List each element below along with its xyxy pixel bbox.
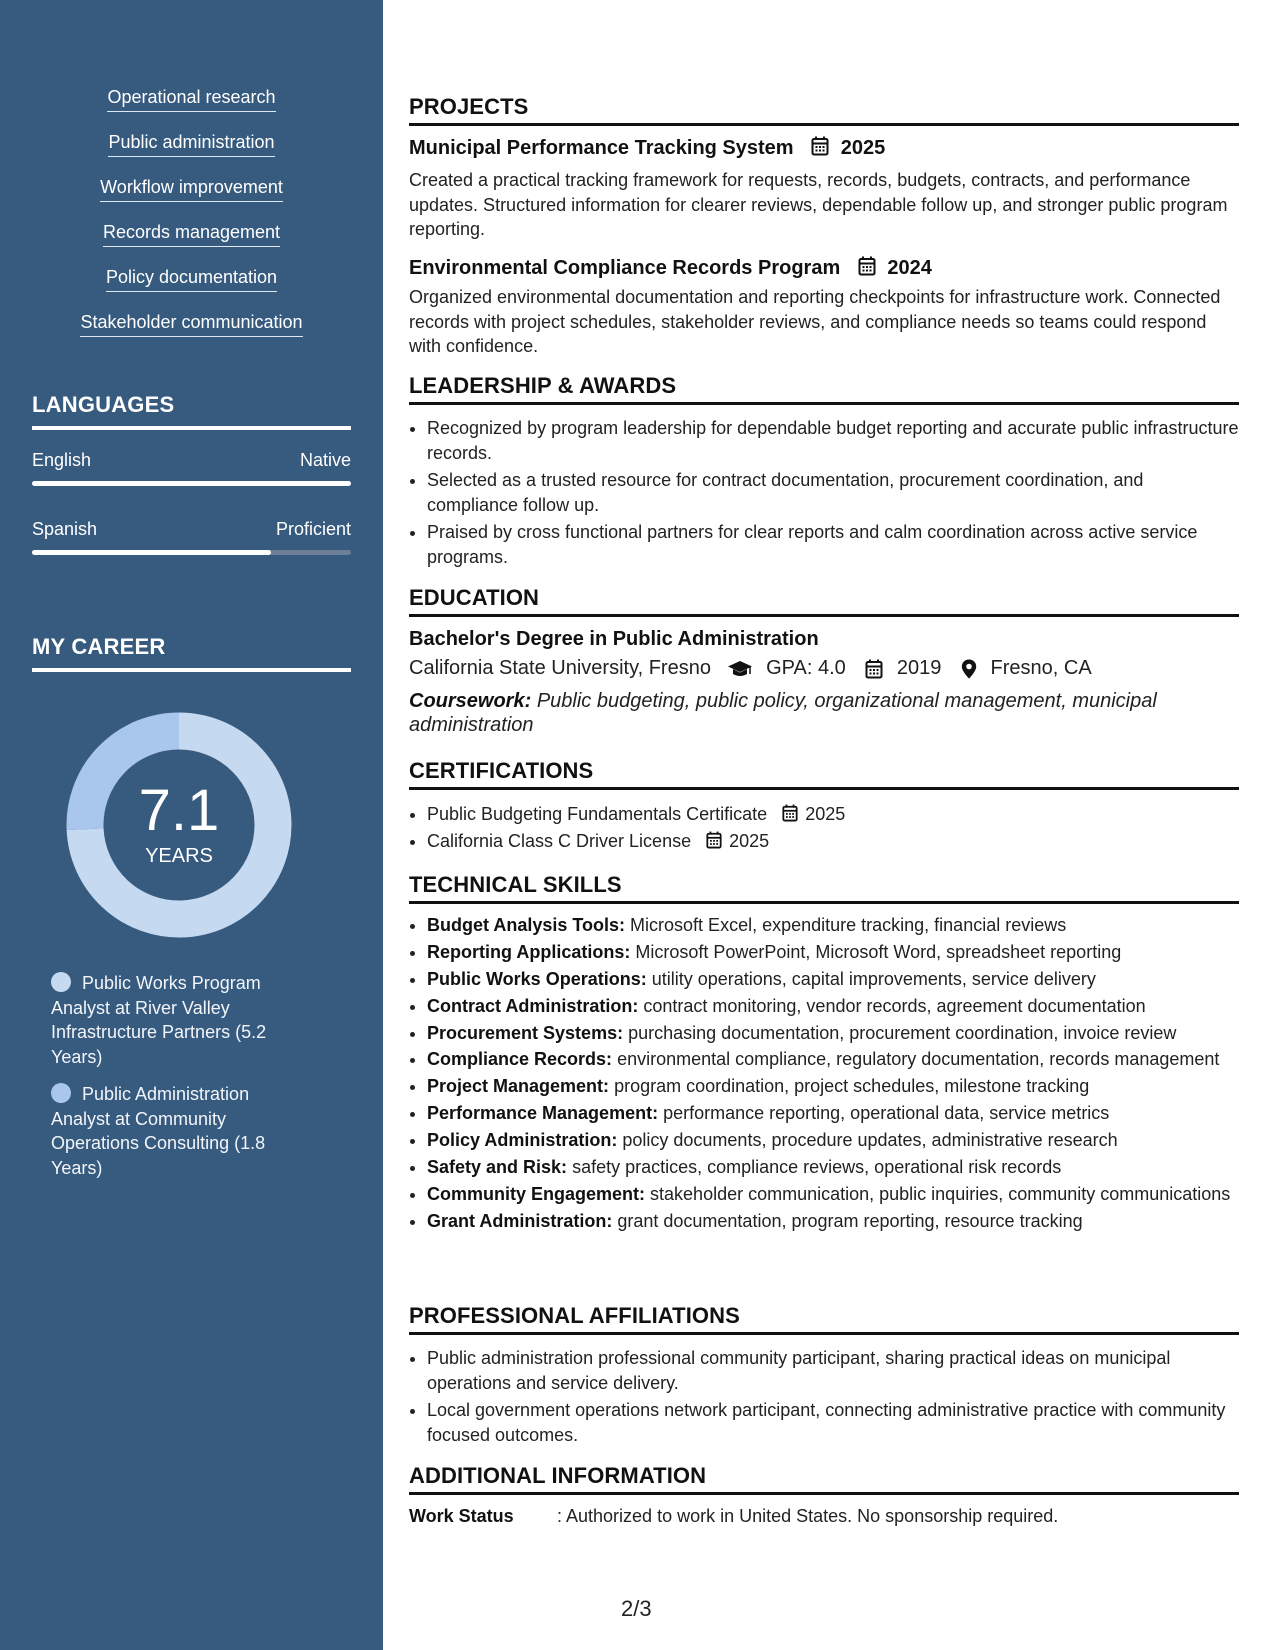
- graduation-cap-icon: [727, 659, 753, 679]
- language-row: [32, 519, 351, 540]
- skill-tag: Public administration: [108, 131, 274, 157]
- list-item: [427, 1182, 1239, 1207]
- language-bar-fill: [32, 550, 271, 555]
- career-item-text: Public Administration Analyst at Community Operations Consulting (1.8 Years): [51, 1084, 266, 1178]
- project-name: Municipal Performance Tracking System: [409, 137, 794, 159]
- education-heading: EDUCATION: [409, 585, 1239, 617]
- location-pin-icon: [961, 659, 977, 679]
- technical-skills-list: [409, 913, 1239, 1236]
- career-item-text: Public Works Program Analyst at River Valley Infrastructure Partners (5.2 Years): [51, 973, 267, 1067]
- sidebar: [0, 0, 383, 1650]
- coursework: [409, 689, 1209, 737]
- list-item: [427, 913, 1239, 938]
- project-year: 2024: [887, 257, 932, 279]
- gpa: GPA: 4.0: [766, 657, 846, 680]
- skill-tag: Policy documentation: [106, 266, 277, 292]
- additional-info-heading: ADDITIONAL INFORMATION: [409, 1463, 1239, 1495]
- calendar-icon: [811, 136, 829, 156]
- skill-text: policy documents, procedure updates, administrative research: [622, 1130, 1118, 1151]
- technical-skills-heading: TECHNICAL SKILLS: [409, 872, 1239, 904]
- career-dot: [51, 1083, 71, 1103]
- language-bar: [32, 481, 351, 486]
- skill-text: grant documentation, program reporting, resource tracking: [617, 1210, 1083, 1231]
- project-year: 2025: [840, 137, 886, 159]
- skill-label: Policy Administration:: [427, 1130, 618, 1151]
- list-item: • Local government operations network participant, connecting administrative practice with community focused outcomes.: [427, 1398, 1239, 1447]
- list-item: [427, 1155, 1239, 1180]
- skill-text: Microsoft PowerPoint, Microsoft Word, spreadsheet reporting: [635, 941, 1122, 962]
- language-level: Proficient: [275, 519, 351, 539]
- language-bar-fill: [32, 481, 351, 486]
- skill-label: Grant Administration:: [427, 1210, 613, 1231]
- skill-label: Contract Administration:: [427, 995, 639, 1016]
- certifications-list: [409, 802, 1239, 856]
- page-number: 2/3: [621, 1596, 652, 1621]
- list-item: [427, 1128, 1239, 1153]
- certification-year: 2025: [729, 830, 770, 851]
- awards-list: [409, 416, 1239, 572]
- language-name: Spanish: [32, 519, 98, 539]
- skill-label: Project Management:: [427, 1076, 610, 1097]
- career-heading: MY CAREER: [32, 634, 351, 672]
- skill-list: [0, 86, 383, 356]
- school-location: Fresno, CA: [990, 657, 1092, 680]
- language-row: [32, 450, 351, 471]
- certification-year: 2025: [805, 804, 846, 824]
- skill-text: stakeholder communication, public inquiries, community communications: [650, 1183, 1231, 1204]
- project-description: Created a practical tracking framework for requests, records, budgets, contracts, and performance updates. Structured information for clearer reviews, dependable follow up, and stronger public program reporting.: [409, 170, 1228, 239]
- degree-title: Bachelor's Degree in Public Administration: [409, 628, 819, 650]
- list-item: [427, 829, 1239, 854]
- work-status-label: Work Status: [409, 1506, 514, 1526]
- list-item: [427, 994, 1239, 1019]
- skill-tag: Stakeholder communication: [80, 311, 302, 337]
- project-title: [409, 136, 885, 160]
- skill-text: environmental compliance, regulatory documentation, records management: [617, 1049, 1220, 1070]
- certifications-heading: CERTIFICATIONS: [409, 758, 1239, 790]
- list-item: [427, 1101, 1239, 1126]
- career-item: [51, 971, 291, 1069]
- calendar-icon: [858, 256, 876, 276]
- language-level: Native: [299, 450, 351, 470]
- skill-text: utility operations, capital improvements, service delivery: [651, 968, 1096, 989]
- skill-text: safety practices, compliance reviews, operational risk records: [572, 1157, 1062, 1178]
- list-item: [427, 1047, 1239, 1072]
- skill-label: Safety and Risk:: [427, 1157, 568, 1178]
- affiliations-list: [409, 1346, 1239, 1450]
- skill-label: Budget Analysis Tools:: [427, 915, 626, 935]
- project-name: Environmental Compliance Records Program: [409, 257, 841, 279]
- list-item: [427, 1021, 1239, 1046]
- project-description: Organized environmental documentation and reporting checkpoints for infrastructure work. Connected records with project schedules, stakeholder reviews, and compliance needs so teams could respond with confidence.: [409, 287, 1221, 356]
- skill-label: Public Works Operations:: [427, 968, 647, 989]
- skill-tag: Workflow improvement: [100, 176, 283, 202]
- skill-tag: Records management: [103, 221, 280, 247]
- coursework-text: Public budgeting, public policy, organizational management, municipal administration: [409, 690, 1157, 736]
- skill-label: Procurement Systems:: [427, 1022, 624, 1043]
- list-item: [427, 802, 1239, 827]
- career-dot: [51, 972, 71, 992]
- skill-text: Microsoft Excel, expenditure tracking, financial reviews: [630, 915, 1067, 935]
- calendar-icon: [782, 804, 798, 822]
- affiliations-heading: PROFESSIONAL AFFILIATIONS: [409, 1303, 1239, 1335]
- skill-tag: Operational research: [107, 86, 275, 112]
- skill-label: Compliance Records:: [427, 1049, 613, 1070]
- list-item: [427, 940, 1239, 965]
- certification-name: Public Budgeting Fundamentals Certificate: [427, 804, 768, 824]
- education-details: [409, 657, 1092, 680]
- list-item: • Recognized by program leadership for dependable budget reporting and accurate public infrastructure records.: [427, 416, 1239, 465]
- awards-heading: LEADERSHIP & AWARDS: [409, 373, 1239, 405]
- skill-label: Performance Management:: [427, 1103, 659, 1124]
- career-unit: YEARS: [145, 845, 213, 867]
- languages-heading: LANGUAGES: [32, 392, 351, 430]
- work-status-value: : Authorized to work in United States. No sponsorship required.: [557, 1506, 1059, 1526]
- calendar-icon: [706, 831, 722, 849]
- career-item: [51, 1082, 291, 1180]
- language-bar: [32, 550, 351, 555]
- school-name: California State University, Fresno: [409, 657, 711, 680]
- list-item: [427, 1209, 1239, 1234]
- language-name: English: [32, 450, 92, 470]
- list-item: [427, 967, 1239, 992]
- skill-label: Reporting Applications:: [427, 941, 631, 962]
- skill-label: Community Engagement:: [427, 1183, 646, 1204]
- coursework-label: Coursework:: [409, 690, 532, 712]
- list-item: [427, 1074, 1239, 1099]
- projects-heading: PROJECTS: [409, 94, 1239, 126]
- calendar-icon: [865, 659, 883, 679]
- list-item: • Selected as a trusted resource for contract documentation, procurement coordination, and compliance follow up.: [427, 468, 1239, 517]
- certification-name: California Class C Driver License: [427, 830, 692, 851]
- skill-text: program coordination, project schedules, milestone tracking: [614, 1076, 1090, 1097]
- skill-text: contract monitoring, vendor records, agreement documentation: [643, 995, 1146, 1016]
- graduation-year: 2019: [896, 657, 942, 680]
- skill-text: performance reporting, operational data, service metrics: [663, 1103, 1110, 1124]
- list-item: • Public administration professional community participant, sharing practical ideas on municipal operations and service delivery.: [427, 1346, 1239, 1395]
- career-total: 7.1: [138, 778, 220, 843]
- skill-text: purchasing documentation, procurement coordination, invoice review: [628, 1022, 1177, 1043]
- list-item: • Praised by cross functional partners for clear reports and calm coordination across active service programs.: [427, 520, 1239, 569]
- project-title: [409, 256, 932, 280]
- career-donut-chart: [66, 712, 292, 938]
